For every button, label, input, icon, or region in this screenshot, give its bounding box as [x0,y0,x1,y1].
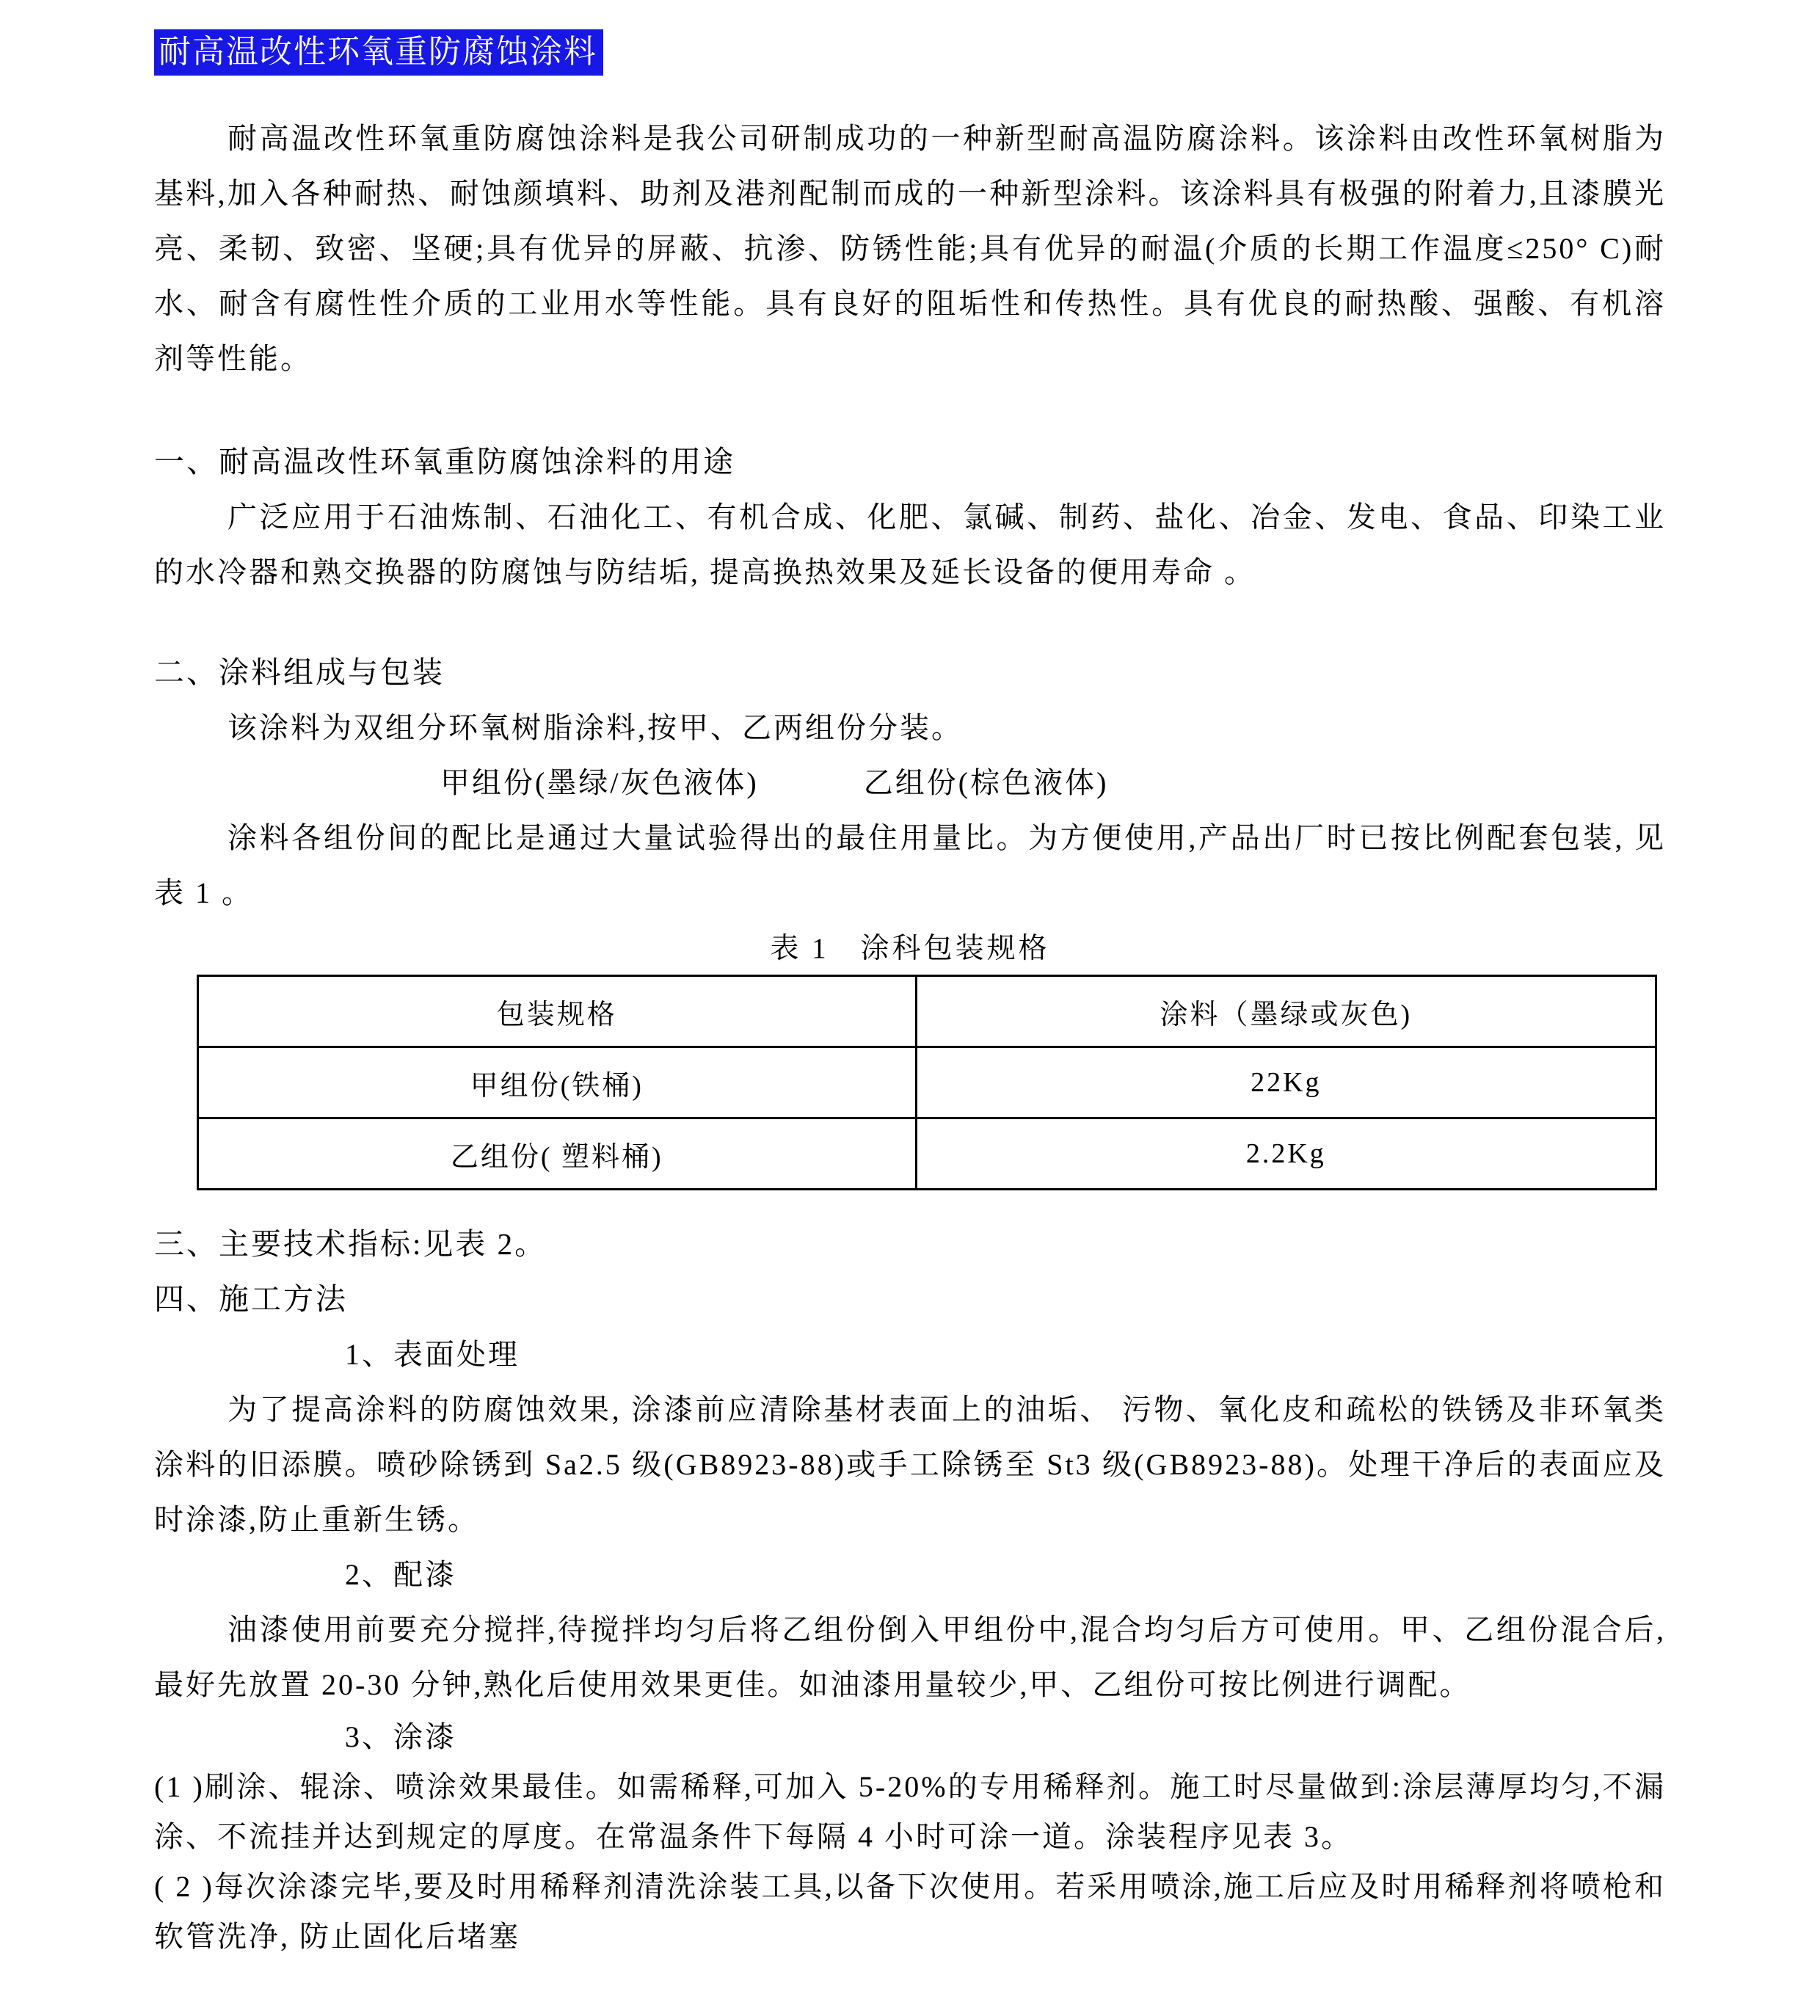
surface-treatment-paragraph: 为了提高涂料的防腐蚀效果, 涂漆前应清除基材表面上的油垢、 污物、氧化皮和疏松的铁锈及非环氧类涂料的旧添膜。喷砂除锈到 Sa2.5 级(GB8923-88)或手工除锈至 St3 级(GB8923-88)。处理干净后的表面应及时涂漆,防止重新生锈。 [154,1393,1666,1536]
paint-mixing-paragraph: 油漆使用前要充分搅拌,待搅拌均匀后将乙组份倒入甲组份中,混合均匀后方可使用。甲、乙组份混合后,最好先放置 20-30 分钟,熟化后使用效果更佳。如油漆用量较少,甲、乙组份可按比例进行调配。 [154,1613,1666,1701]
intro-paragraph: 耐高温改性环氧重防腐蚀涂料是我公司研制成功的一种新型耐高温防腐涂料。该涂料由改性环氧树脂为基料,加入各种耐热、耐蚀颜填料、助剂及港剂配制而成的一种新型涂料。该涂料具有极强的附着力,且漆膜光亮、柔韧、致密、坚硬;具有优异的屏蔽、抗渗、防锈性能;具有优异的耐温(介质的长期工作温度≤250° C)耐水、耐含有腐性性介质的工业用水等性能。具有良好的阻垢性和传热性。具有优良的耐热酸、强酸、有机溶剂等性能。 [154,122,1666,375]
sub-heading-paint-mixing: 2、配漆 [345,1558,456,1591]
section-2-intro-paragraph: 该涂料为双组分环氧树脂涂料,按甲、乙两组份分装。 [228,711,963,744]
table-1-caption: 表 1 涂科包装规格 [770,933,1050,964]
packing-paragraph: 涂料各组份间的配比是通过大量试验得出的最住用量比。为方便使用,产品出厂时已按比例配套包装, 见表 1 。 [154,821,1666,909]
table-row [198,1118,1656,1190]
painting-item-2: ( 2 )每次涂漆完毕,要及时用稀释剂清洗涂装工具,以备下次使用。若采用喷涂,施工后应及时用稀释剂将喷枪和软管洗净, 防止固化后堵塞 [154,1870,1666,1953]
sub-heading-surface-treatment: 1、表面处理 [345,1338,520,1371]
table-header-spec: 包装规格 [198,976,917,1047]
table-cell-component-a: 甲组份(铁桶) [198,1047,917,1118]
components-line [154,755,1666,810]
painting-item-1: (1 )刷涂、辊涂、喷涂效果最佳。如需稀释,可加入 5-20%的专用稀释剂。施工时尽量做到:涂层薄厚均匀,不漏涂、不流挂并达到规定的厚度。在常温条件下每隔 4 小时可涂一道。涂装程序见表 3。 [154,1770,1666,1853]
section-2-heading: 二、涂料组成与包装 [154,655,445,689]
section-1-heading: 一、耐高温改性环氧重防腐蚀涂料的用途 [154,445,735,478]
component-a-label: 甲组份(墨绿/灰色液体) [440,766,759,799]
document-title: 耐高温改性环氧重防腐蚀涂料 [154,29,603,76]
table-row [198,1047,1656,1118]
table-header-coating: 涂料（墨绿或灰色) [916,976,1656,1047]
section-1-paragraph: 广泛应用于石油炼制、石油化工、有机合成、化肥、氯碱、制药、盐化、冶金、发电、食品、印染工业的水冷器和熟交换器的防腐蚀与防结垢, 提高换热效果及延长设备的便用寿命 。 [154,501,1666,589]
packing-table [197,975,1657,1190]
table-cell-component-b: 乙组份( 塑料桶) [198,1118,917,1190]
title-line [154,26,1666,79]
table-cell-weight-a: 22Kg [916,1047,1656,1118]
sub-heading-painting: 3、涂漆 [345,1720,456,1753]
section-4-heading: 四、施工方法 [154,1282,348,1316]
table-header-row [198,976,1656,1047]
section-3-heading: 三、主要技术指标:见表 2。 [154,1227,547,1261]
table-cell-weight-b: 2.2Kg [916,1118,1656,1190]
component-b-label: 乙组份(棕色液体) [863,766,1109,799]
